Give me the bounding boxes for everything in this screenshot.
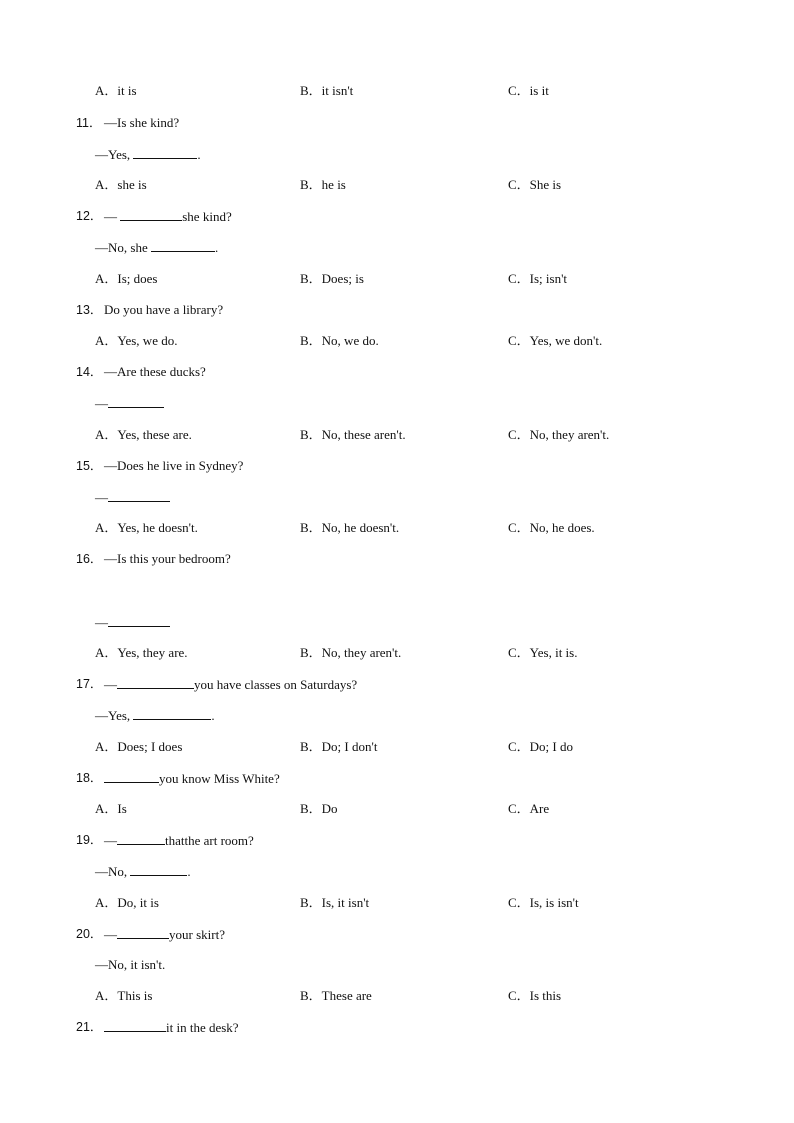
question-number: 11． bbox=[76, 116, 102, 130]
question-16 bbox=[0, 550, 794, 568]
question-prefix: — bbox=[104, 209, 121, 224]
option-b: B．No, we do. bbox=[300, 333, 379, 348]
answer-prefix: — bbox=[95, 490, 108, 505]
question-number: 16． bbox=[76, 552, 103, 566]
option-c: C．She is bbox=[508, 177, 562, 192]
question-11-options bbox=[0, 176, 794, 194]
answer-blank[interactable] bbox=[133, 706, 211, 720]
answer-blank[interactable] bbox=[151, 238, 215, 252]
question-number: 18． bbox=[76, 771, 103, 785]
option-c: C．Is this bbox=[508, 988, 562, 1003]
question-14-options bbox=[0, 426, 794, 444]
option-a: A．Does; I does bbox=[95, 739, 183, 754]
question-15-options bbox=[0, 519, 794, 537]
question-17 bbox=[0, 675, 794, 693]
question-16-options bbox=[0, 644, 794, 662]
question-19-answer-line bbox=[0, 862, 794, 880]
question-15-answer-line bbox=[0, 488, 794, 506]
question-blank[interactable] bbox=[117, 831, 165, 845]
question-12 bbox=[0, 207, 794, 225]
question-number: 21． bbox=[76, 1020, 103, 1034]
option-c: C．No, they aren't. bbox=[508, 427, 610, 442]
question-11-answer-line bbox=[0, 145, 794, 163]
question-text: —Does he live in Sydney? bbox=[104, 458, 244, 473]
option-b: B．he is bbox=[300, 177, 346, 192]
answer-prefix: —Yes, bbox=[95, 147, 134, 162]
question-number: 19． bbox=[76, 833, 103, 847]
question-text: —Are these ducks? bbox=[104, 364, 206, 379]
question-18 bbox=[0, 769, 794, 787]
question-blank[interactable] bbox=[104, 769, 159, 783]
option-a: A．This is bbox=[95, 988, 153, 1003]
option-a: A．it is bbox=[95, 83, 137, 98]
answer-prefix: — bbox=[95, 396, 108, 411]
option-c: C．Are bbox=[508, 801, 550, 816]
question-text: —Is this your bedroom? bbox=[104, 551, 231, 566]
question-19-options bbox=[0, 894, 794, 912]
answer-blank[interactable] bbox=[133, 145, 197, 159]
option-a: A．Yes, they are. bbox=[95, 645, 188, 660]
option-b: B．No, these aren't. bbox=[300, 427, 406, 442]
question-16-answer-line bbox=[0, 613, 794, 631]
answer-blank[interactable] bbox=[108, 613, 170, 627]
question-blank[interactable] bbox=[117, 675, 194, 689]
question-text: Do you have a library? bbox=[104, 302, 224, 317]
answer-suffix: . bbox=[211, 708, 215, 723]
question-17-options bbox=[0, 738, 794, 756]
answer-prefix: —No, bbox=[95, 864, 131, 879]
option-b: B．No, he doesn't. bbox=[300, 520, 400, 535]
answer-text: —No, it isn't. bbox=[95, 957, 166, 972]
answer-blank[interactable] bbox=[108, 488, 170, 502]
answer-blank[interactable] bbox=[108, 394, 164, 408]
option-c: C．No, he does. bbox=[508, 520, 595, 535]
option-b: B．Do; I don't bbox=[300, 739, 378, 754]
question-20-answer-line bbox=[0, 956, 794, 974]
question-12-answer-line bbox=[0, 238, 794, 256]
question-number: 17． bbox=[76, 677, 103, 691]
question-12-options bbox=[0, 270, 794, 288]
question-18-options bbox=[0, 800, 794, 818]
option-c: C．Yes, it is. bbox=[508, 645, 578, 660]
question-text: —Is she kind? bbox=[104, 115, 180, 130]
option-b: B．No, they aren't. bbox=[300, 645, 402, 660]
question-15 bbox=[0, 457, 794, 475]
question-suffix: you have classes on Saturdays? bbox=[194, 677, 358, 692]
answer-prefix: —No, she bbox=[95, 240, 151, 255]
question-21 bbox=[0, 1018, 794, 1036]
question-17-answer-line bbox=[0, 706, 794, 724]
question-14-answer-line bbox=[0, 394, 794, 412]
question-11 bbox=[0, 114, 794, 132]
option-c: C．Do; I do bbox=[508, 739, 574, 754]
question-prefix: — bbox=[104, 927, 117, 942]
option-c: C．Yes, we don't. bbox=[508, 333, 603, 348]
question-prefix: — bbox=[104, 833, 117, 848]
question-20-options bbox=[0, 987, 794, 1005]
option-a: A．Do, it is bbox=[95, 895, 159, 910]
question-blank[interactable] bbox=[120, 207, 182, 221]
answer-suffix: . bbox=[187, 864, 191, 879]
question-20 bbox=[0, 925, 794, 943]
option-a: A．she is bbox=[95, 177, 147, 192]
question-number: 12． bbox=[76, 209, 103, 223]
question-13 bbox=[0, 301, 794, 319]
option-a: A．Yes, he doesn't. bbox=[95, 520, 198, 535]
question-10-options bbox=[0, 82, 794, 100]
question-suffix: thatthe art room? bbox=[165, 833, 254, 848]
option-b: B．Do bbox=[300, 801, 338, 816]
option-b: B．These are bbox=[300, 988, 372, 1003]
option-a: A．Yes, we do. bbox=[95, 333, 178, 348]
question-13-options bbox=[0, 332, 794, 350]
option-b: B．Does; is bbox=[300, 271, 364, 286]
answer-prefix: —Yes, bbox=[95, 708, 134, 723]
option-a: A．Yes, these are. bbox=[95, 427, 192, 442]
answer-blank[interactable] bbox=[130, 862, 187, 876]
option-a: A．Is; does bbox=[95, 271, 158, 286]
question-suffix: it in the desk? bbox=[166, 1020, 239, 1035]
option-c: C．is it bbox=[508, 83, 549, 98]
question-number: 14． bbox=[76, 365, 103, 379]
option-c: C．Is, is isn't bbox=[508, 895, 579, 910]
option-a: A．Is bbox=[95, 801, 127, 816]
question-suffix: she kind? bbox=[182, 209, 232, 224]
answer-suffix: . bbox=[214, 240, 219, 255]
question-number: 13． bbox=[76, 303, 103, 317]
option-b: B．Is, it isn't bbox=[300, 895, 370, 910]
question-19 bbox=[0, 831, 794, 849]
answer-suffix: . bbox=[197, 147, 201, 162]
question-number: 15． bbox=[76, 459, 103, 473]
question-14 bbox=[0, 363, 794, 381]
question-blank[interactable] bbox=[104, 1018, 166, 1032]
question-suffix: your skirt? bbox=[169, 927, 225, 942]
option-c: C．Is; isn't bbox=[508, 271, 568, 286]
question-number: 20． bbox=[76, 927, 103, 941]
option-b: B．it isn't bbox=[300, 83, 354, 98]
question-suffix: you know Miss White? bbox=[159, 771, 280, 786]
question-blank[interactable] bbox=[117, 925, 169, 939]
answer-prefix: — bbox=[95, 615, 108, 630]
question-prefix: — bbox=[104, 677, 117, 692]
